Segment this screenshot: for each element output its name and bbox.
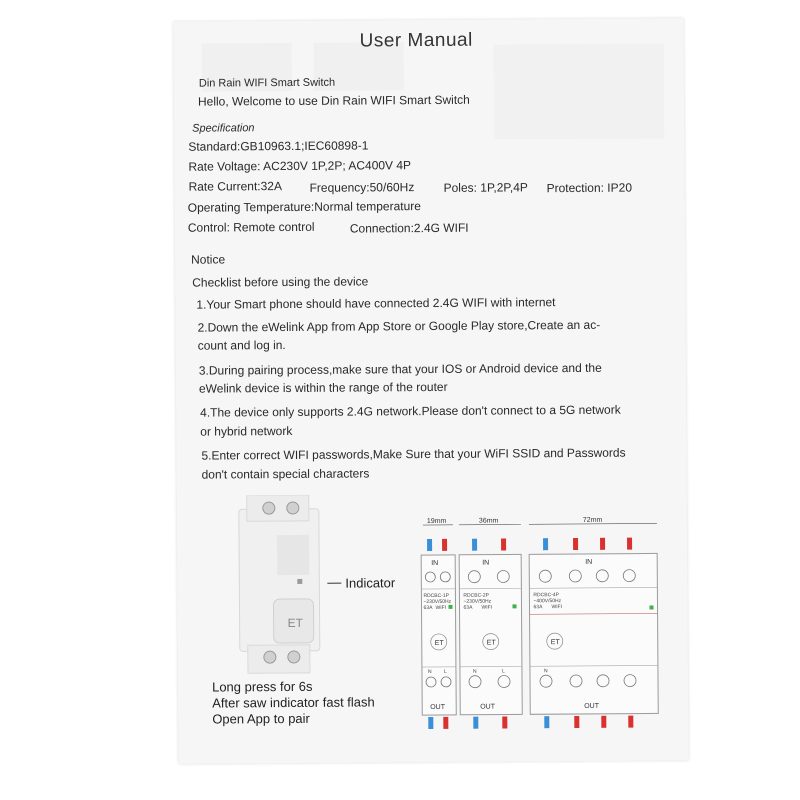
in-label: IN: [482, 559, 490, 567]
module-model: RDCBC-2P: [463, 592, 490, 599]
page-title: User Manual: [359, 29, 473, 52]
checklist-item: or hybrid network: [200, 423, 293, 439]
device-logo: ET: [287, 615, 304, 631]
module-rating: ~230V/50Hz: [463, 598, 492, 605]
width-label: 72mm: [582, 516, 603, 524]
module-model: RDCBC-1P: [423, 592, 450, 600]
width-label: 19mm: [426, 517, 447, 526]
module-logo: ET: [486, 639, 496, 647]
checklist-heading: Checklist before using the device: [192, 274, 369, 290]
device-photo: [229, 495, 330, 676]
module-wifi: WIFI: [435, 604, 447, 611]
checklist-item: eWelink device is within the range of the router: [198, 379, 448, 396]
module-rating: ~400V/50Hz: [533, 598, 562, 605]
notice-heading: Notice: [191, 252, 226, 267]
checklist-item: 4.The device only supports 2.4G network.Please don't connect to a 5G network: [200, 402, 621, 420]
module-logo: ET: [550, 639, 560, 647]
module-model: RDCBC-4P: [533, 592, 560, 599]
indicator-led: [512, 604, 516, 608]
welcome-text: Hello, Welcome to use Din Rain WIFI Smart Switch: [197, 92, 470, 109]
checklist-item: 2.Down the eWelink App from App Store or Google Play store,Create an ac-: [197, 317, 601, 335]
spec-connection: Connection:2.4G WIFI: [349, 220, 469, 236]
spec-heading: Specification: [192, 122, 255, 135]
checklist-item: count and log in.: [197, 338, 286, 353]
l-label: L: [501, 668, 505, 675]
width-label: 36mm: [478, 517, 499, 525]
spec-voltage: Rate Voltage: AC230V 1P,2P; AC400V 4P: [188, 158, 412, 174]
wiring-diagram: [417, 515, 668, 732]
module-current: 63A: [463, 604, 473, 611]
in-label: IN: [431, 559, 439, 568]
instruction-line: Open App to pair: [212, 710, 310, 727]
checklist-item: 1.Your Smart phone should have connected 2.4G WIFI with internet: [196, 295, 556, 312]
out-label: OUT: [480, 703, 496, 711]
show-through-text: [494, 43, 665, 139]
module-rating: ~230V/50Hz: [423, 598, 452, 606]
checklist-item: don't contain special characters: [201, 466, 370, 482]
spec-control: Control: Remote control: [187, 219, 315, 235]
indicator-arrow: [327, 583, 341, 584]
in-label: IN: [585, 558, 593, 566]
module-current: 63A: [423, 604, 433, 612]
indicator-label: Indicator: [345, 575, 396, 591]
module-wifi: WIFI: [481, 604, 493, 611]
module-4p: [529, 553, 658, 714]
spec-protection: Protection: IP20: [546, 180, 633, 196]
spec-temperature: Operating Temperature:Normal temperature: [187, 199, 421, 215]
product-name: Din Rain WIFI Smart Switch: [198, 76, 336, 90]
indicator-led: [448, 605, 452, 609]
spec-poles: Poles: 1P,2P,4P: [443, 180, 528, 195]
out-label: OUT: [430, 703, 446, 712]
module-wifi: WIFI: [551, 604, 563, 611]
manual-page: [173, 18, 688, 764]
spec-frequency: Frequency:50/60Hz: [309, 180, 415, 195]
n-label: N: [427, 669, 432, 676]
checklist-item: 3.During pairing process,make sure that your IOS or Android device and the: [198, 360, 602, 378]
spec-standard: Standard:GB10963.1;IEC60898-1: [188, 138, 369, 154]
spec-current: Rate Current:32A: [188, 179, 283, 194]
module-current: 63A: [533, 604, 543, 611]
module-1p: [421, 555, 456, 715]
n-label: N: [472, 668, 477, 675]
checklist-item: 5.Enter correct WIFI passwords,Make Sure that your WiFI SSID and Passwords: [201, 445, 626, 463]
indicator-led: [650, 605, 654, 609]
instruction-line: After saw indicator fast flash: [212, 694, 375, 711]
l-label: L: [443, 668, 447, 675]
out-label: OUT: [584, 702, 600, 710]
n-label: N: [543, 668, 548, 675]
module-logo: ET: [434, 639, 444, 647]
instruction-line: Long press for 6s: [212, 678, 313, 695]
